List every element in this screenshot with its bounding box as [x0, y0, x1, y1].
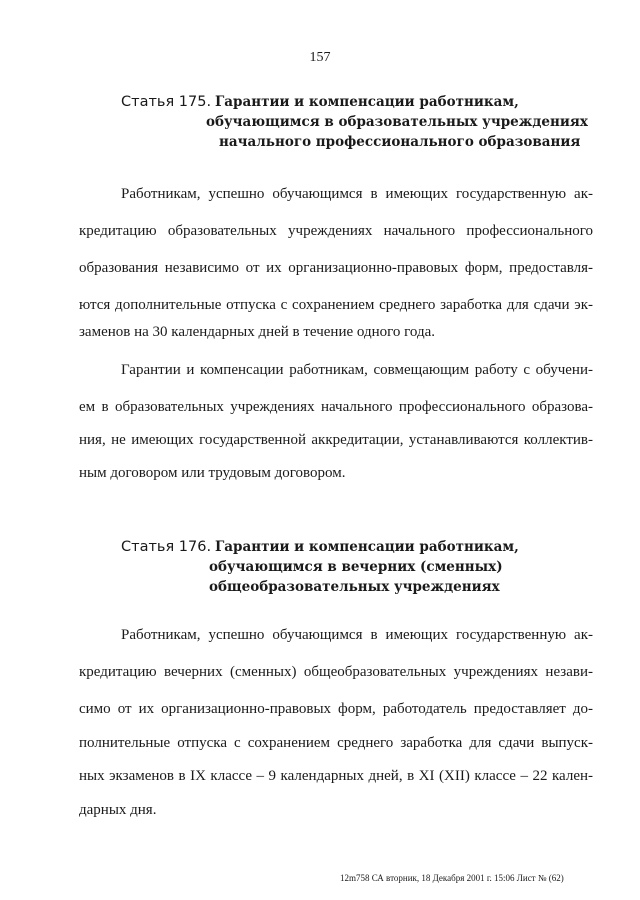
article-176-title-line-3: общеобразовательных учреждениях — [209, 579, 500, 595]
article-176-title-line-2: обучающимся в вечерних (сменных) — [209, 559, 503, 575]
article-176-number: Статья 176. — [121, 539, 212, 555]
paragraph-line: Работникам, успешно обучающимся в имеющих государственную ак- — [121, 627, 593, 643]
page-number: 157 — [309, 50, 331, 65]
paragraph-line: ных экзаменов в IX классе – 9 календарных дней, в XI (XII) классе – 22 кален- — [79, 768, 593, 784]
page-footer: 12m758 СА вторник, 18 Декабря 2001 г. 15:06 Лист № (62) — [340, 873, 564, 883]
paragraph-line: Гарантии и компенсации работникам, совмещающим работу с обучени- — [121, 362, 593, 378]
paragraph-line: ем в образовательных учреждениях начального профессионального образова- — [79, 399, 593, 415]
paragraph-line: ются дополнительные отпуска с сохранением среднего заработка для сдачи эк- — [79, 297, 593, 313]
paragraph-line: образования независимо от их организационно-правовых форм, предоставля- — [79, 260, 593, 276]
paragraph-line: Работникам, успешно обучающимся в имеющих государственную ак- — [121, 186, 593, 202]
paragraph-line: симо от их организационно-правовых форм, работодатель предоставляет до- — [79, 701, 593, 717]
article-175-title-line-1: Гарантии и компенсации работникам, — [214, 94, 519, 110]
article-175-title-line-3: начального профессионального образования — [219, 134, 581, 150]
article-176-title-line-1: Гарантии и компенсации работникам, — [214, 539, 519, 555]
article-176-heading-line-1 — [121, 537, 519, 557]
paragraph-line: ным договором или трудовым договором. — [79, 465, 346, 481]
paragraph-line: ния, не имеющих государственной аккредитации, устанавливаются коллектив- — [79, 432, 593, 448]
article-175-title-line-2: обучающимся в образовательных учреждениях — [206, 114, 588, 130]
paragraph-line: полнительные отпуска с сохранением среднего заработка для сдачи выпуск- — [79, 735, 593, 751]
article-175-heading-line-1 — [121, 92, 519, 112]
paragraph-line: заменов на 30 календарных дней в течение одного года. — [79, 324, 436, 340]
paragraph-line: кредитацию образовательных учреждениях начального профессионального — [79, 223, 593, 239]
paragraph-line: кредитацию вечерних (сменных) общеобразовательных учреждениях незави- — [79, 664, 593, 680]
paragraph-line: дарных дня. — [79, 802, 157, 818]
article-175-number: Статья 175. — [121, 94, 212, 110]
